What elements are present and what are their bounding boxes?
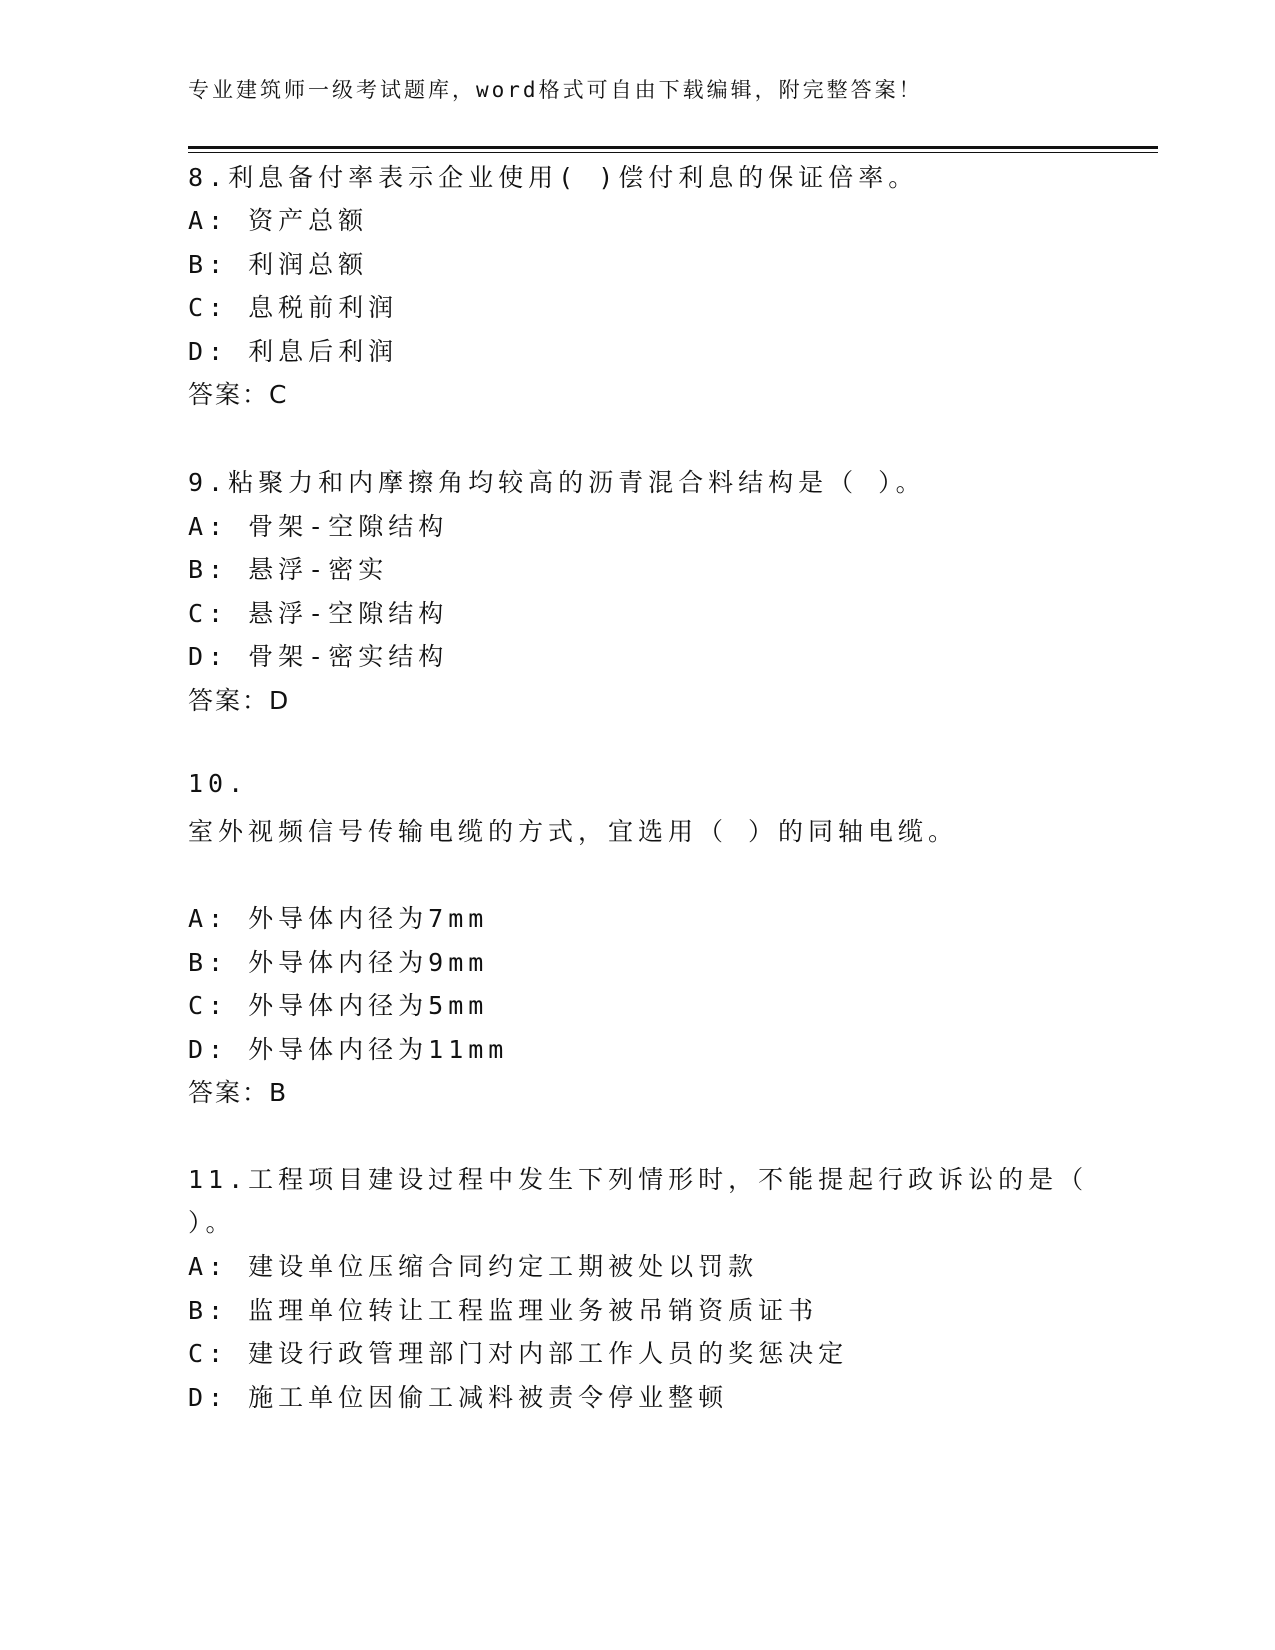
question-11-stem: 11.工程项目建设过程中发生下列情形时，不能提起行政诉讼的是（ bbox=[188, 1165, 1089, 1194]
question-11-option-d: D: 施工单位因偷工减料被责令停业整顿 bbox=[188, 1383, 729, 1412]
question-11-option-b: B: 监理单位转让工程监理业务被吊销资质证书 bbox=[188, 1296, 819, 1325]
question-10-option-a: A: 外导体内径为7mm bbox=[188, 904, 489, 933]
question-9-answer: 答案：D bbox=[188, 686, 291, 715]
question-11-option-c: C: 建设行政管理部门对内部工作人员的奖惩决定 bbox=[188, 1339, 849, 1368]
question-10-option-b: B: 外导体内径为9mm bbox=[188, 948, 489, 977]
question-9-option-a: A: 骨架-空隙结构 bbox=[188, 512, 449, 541]
question-10-answer: 答案：B bbox=[188, 1078, 289, 1107]
question-8-stem: 8.利息备付率表示企业使用( )偿付利息的保证倍率。 bbox=[188, 163, 919, 192]
question-11-stem-continued: ）。 bbox=[188, 1208, 236, 1237]
question-10-option-c: C: 外导体内径为5mm bbox=[188, 991, 489, 1020]
question-10-number: 10. bbox=[188, 769, 249, 798]
question-8-option-d: D: 利息后利润 bbox=[188, 337, 399, 366]
question-8-option-c: C: 息税前利润 bbox=[188, 293, 399, 322]
header-divider-thin bbox=[188, 152, 1158, 153]
question-9-option-b: B: 悬浮-密实 bbox=[188, 555, 389, 584]
header-divider-thick bbox=[188, 146, 1158, 149]
question-9-option-d: D: 骨架-密实结构 bbox=[188, 642, 449, 671]
question-8-option-b: B: 利润总额 bbox=[188, 250, 369, 279]
question-8-option-a: A: 资产总额 bbox=[188, 206, 369, 235]
question-11-option-a: A: 建设单位压缩合同约定工期被处以罚款 bbox=[188, 1252, 759, 1281]
question-8-answer: 答案：C bbox=[188, 380, 289, 409]
question-9-option-c: C: 悬浮-空隙结构 bbox=[188, 599, 449, 628]
question-9-stem: 9.粘聚力和内摩擦角均较高的沥青混合料结构是（ ）。 bbox=[188, 468, 926, 497]
question-10-stem: 室外视频信号传输电缆的方式，宜选用（ ）的同轴电缆。 bbox=[188, 817, 959, 846]
page-header: 专业建筑师一级考试题库，word格式可自由下载编辑，附完整答案！ bbox=[188, 78, 923, 102]
question-10-option-d: D: 外导体内径为11mm bbox=[188, 1035, 509, 1064]
